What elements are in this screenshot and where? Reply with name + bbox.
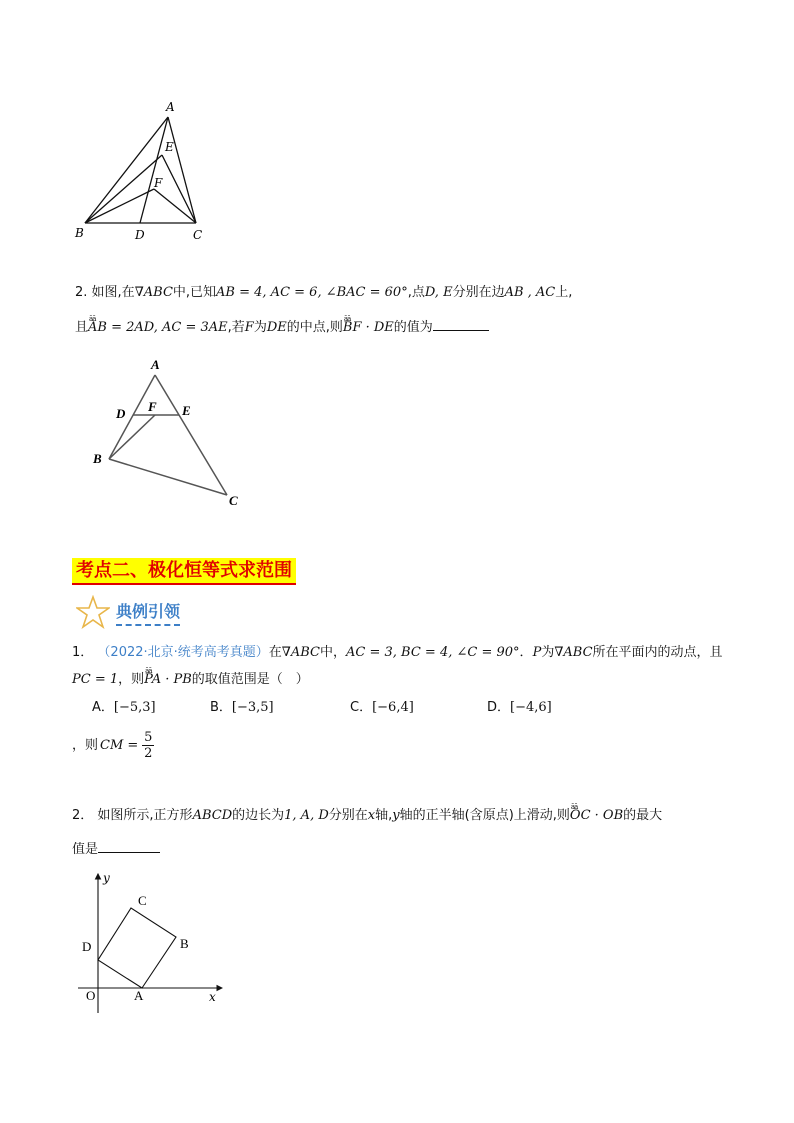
section-heading — [72, 556, 296, 582]
figure-square-axes — [72, 868, 232, 1018]
label-d: D — [82, 939, 92, 954]
label-a: A — [134, 988, 144, 1003]
option-d[interactable]: D．[−4,6] — [487, 700, 552, 715]
label-e: E — [182, 403, 191, 418]
label-a: A — [151, 357, 160, 372]
problem-2-line-1: 2. 如图,在∇ABC中,已知AB = 4, AC = 6, ∠BAC = 60°,点D, E分别在边AB , AC上, — [75, 285, 573, 300]
star-icon — [76, 595, 110, 629]
example-label: 典例引领 — [116, 599, 180, 626]
label-b: B — [93, 451, 102, 466]
label-c: C — [229, 493, 238, 508]
example-header — [76, 595, 180, 629]
figure-triangle-def — [85, 355, 255, 515]
figure-triangle-abc-cevians — [60, 95, 230, 245]
option-a[interactable]: A．[−5,3] — [92, 700, 156, 715]
example-1-note: ，则 CM = 5 2 — [72, 730, 153, 761]
example-2-line-1: 2． 如图所示,正方形ABCD的边长为1, A, D分别在x轴,y轴的正半轴(含原点)上滑动,则āā OC · OB的最大 — [72, 806, 662, 826]
example-1-line-1: 1． （2022·北京·统考高考真题）在∇ABC中，AC = 3, BC = 4, ∠C = 90°．P为∇ABC所在平面内的动点，且 — [72, 645, 723, 660]
label-x: x — [209, 990, 216, 1004]
source-tag: （2022·北京·统考高考真题） — [97, 645, 269, 660]
option-c[interactable]: C．[−6,4] — [350, 700, 414, 715]
label-a: A — [166, 100, 175, 114]
section-title: 考点二、极化恒等式求范围 — [72, 558, 296, 585]
label-o: O — [86, 988, 96, 1003]
example-1-line-2: PC = 1，则āā PA · PB的取值范围是（ ） — [72, 670, 309, 690]
answer-blank — [98, 838, 160, 853]
label-f: F — [154, 176, 163, 190]
problem-2-line-2: 且āā AB = 2AD, AC = 3AE,若F为DE的中点,则āā BF · DE的值为 — [75, 316, 489, 338]
label-d: D — [135, 228, 145, 242]
label-e: E — [165, 140, 174, 154]
label-c: C — [138, 893, 147, 908]
label-y: y — [103, 871, 110, 885]
option-b[interactable]: B．[−3,5] — [210, 700, 274, 715]
answer-blank — [433, 316, 489, 331]
label-f: F — [148, 399, 157, 414]
fraction-5-2: 5 2 — [144, 730, 153, 761]
label-b: B — [75, 226, 84, 240]
label-c: C — [193, 228, 203, 242]
example-2-line-2: 值是 — [72, 838, 160, 860]
problem-number: 2. — [75, 285, 88, 300]
label-b: B — [180, 936, 189, 951]
label-d: D — [116, 406, 126, 421]
